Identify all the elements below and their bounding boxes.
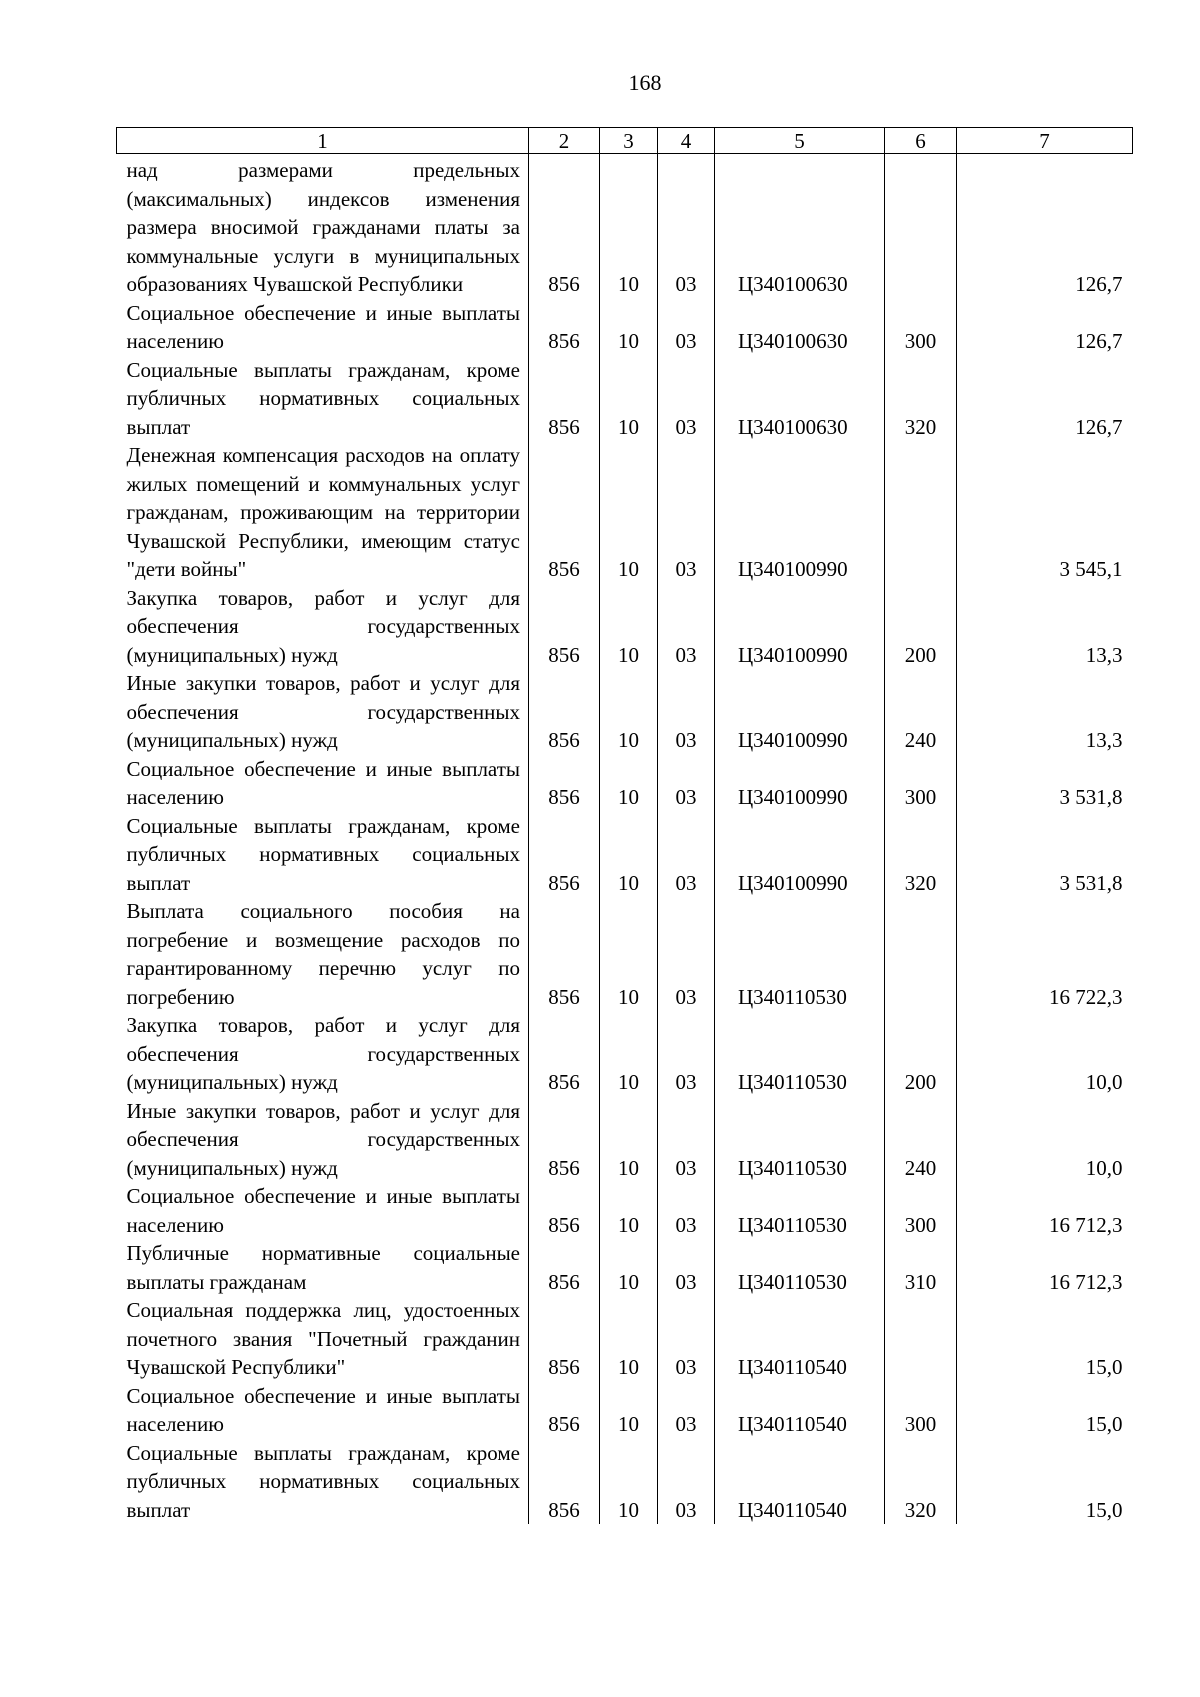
row-description: Социальное обеспечение и иные выплаты населению xyxy=(117,1182,529,1239)
page-number: 168 xyxy=(628,70,662,95)
row-col-3: 10 xyxy=(600,897,658,1011)
row-col-4: 03 xyxy=(658,755,715,812)
row-col-6: 300 xyxy=(885,1182,957,1239)
row-description: Закупка товаров, работ и услуг для обеспечения государственных (муниципальных) нужд xyxy=(117,584,529,670)
row-col-3: 10 xyxy=(600,1296,658,1382)
row-col-2: 856 xyxy=(529,299,600,356)
row-col-3: 10 xyxy=(600,755,658,812)
header-row xyxy=(117,128,1133,154)
row-col-2: 856 xyxy=(529,1382,600,1439)
row-col-6: 320 xyxy=(885,1439,957,1525)
row-col-5: Ц340110530 xyxy=(715,1239,885,1296)
row-col-2: 856 xyxy=(529,1239,600,1296)
row-description: Выплата социального пособия на погребение и возмещение расходов по гарантированному перечню услуг по погребению xyxy=(117,897,529,1011)
row-col-2: 856 xyxy=(529,1439,600,1525)
table-header xyxy=(117,128,1133,154)
row-col-4: 03 xyxy=(658,1011,715,1097)
row-col-4: 03 xyxy=(658,584,715,670)
column-header: 1 xyxy=(117,128,529,154)
row-col-5: Ц340110540 xyxy=(715,1296,885,1382)
row-col-3: 10 xyxy=(600,1097,658,1183)
table-row xyxy=(117,299,1133,356)
row-col-6: 200 xyxy=(885,584,957,670)
row-col-3: 10 xyxy=(600,812,658,898)
table-row xyxy=(117,154,1133,299)
row-description: Социальные выплаты гражданам, кроме публичных нормативных социальных выплат xyxy=(117,356,529,442)
row-col-7: 15,0 xyxy=(1085,1412,1123,1436)
row-col-5: Ц340100990 xyxy=(715,669,885,755)
row-description: Публичные нормативные социальные выплаты гражданам xyxy=(117,1239,529,1296)
row-col-7: 126,7 xyxy=(1075,414,1123,439)
row-description: Денежная компенсация расходов на оплату жилых помещений и коммунальных услуг гражданам, проживающим на территории Чувашской Республики, имеющим статус "дети войны" xyxy=(117,441,529,584)
row-col-5: Ц340100630 xyxy=(715,356,885,442)
row-col-5: Ц340100630 xyxy=(715,299,885,356)
row-description: Социальное обеспечение и иные выплаты населению xyxy=(117,1382,529,1439)
row-col-4: 03 xyxy=(658,441,715,584)
table-row xyxy=(117,755,1133,812)
table-row xyxy=(117,1239,1133,1296)
row-col-7: 3 531,8 xyxy=(1059,785,1123,809)
row-col-2: 856 xyxy=(529,812,600,898)
row-col-6: 310 xyxy=(885,1239,957,1296)
column-header: 7 xyxy=(957,128,1133,154)
row-col-6: 320 xyxy=(885,812,957,898)
column-header: 5 xyxy=(715,128,885,154)
row-description: Социальная поддержка лиц, удостоенных почетного звания "Почетный гражданин Чувашской Республики" xyxy=(117,1296,529,1382)
row-col-3: 10 xyxy=(600,154,658,299)
row-col-7: 10,0 xyxy=(1085,1070,1123,1094)
row-col-6: 300 xyxy=(885,1382,957,1439)
column-header: 6 xyxy=(885,128,957,154)
row-col-5: Ц340110540 xyxy=(715,1439,885,1525)
table-row xyxy=(117,584,1133,670)
table-row xyxy=(117,1439,1133,1525)
row-col-6: 200 xyxy=(885,1011,957,1097)
row-col-5: Ц340100990 xyxy=(715,755,885,812)
row-col-2: 856 xyxy=(529,1182,600,1239)
column-header: 3 xyxy=(600,128,658,154)
row-col-2: 856 xyxy=(529,441,600,584)
row-col-7: 16 712,3 xyxy=(1049,1269,1123,1294)
table-row xyxy=(117,441,1133,584)
row-col-5: Ц340110540 xyxy=(715,1382,885,1439)
row-col-3: 10 xyxy=(600,356,658,442)
row-col-4: 03 xyxy=(658,1439,715,1525)
row-col-6 xyxy=(885,897,957,1011)
row-col-6 xyxy=(885,1296,957,1382)
row-col-2: 856 xyxy=(529,669,600,755)
row-col-3: 10 xyxy=(600,299,658,356)
row-col-7: 15,0 xyxy=(1085,1355,1123,1379)
row-col-6: 240 xyxy=(885,669,957,755)
row-col-2: 856 xyxy=(529,1296,600,1382)
row-col-2: 856 xyxy=(529,154,600,299)
row-description: Социальное обеспечение и иные выплаты населению xyxy=(117,755,529,812)
row-col-4: 03 xyxy=(658,1097,715,1183)
row-description: Иные закупки товаров, работ и услуг для обеспечения государственных (муниципальных) нужд xyxy=(117,1097,529,1183)
row-col-7: 16 722,3 xyxy=(1049,984,1123,1009)
row-col-3: 10 xyxy=(600,1239,658,1296)
row-col-2: 856 xyxy=(529,897,600,1011)
table-body xyxy=(117,154,1133,1525)
table-row xyxy=(117,1182,1133,1239)
table-row xyxy=(117,1382,1133,1439)
column-header: 4 xyxy=(658,128,715,154)
row-col-3: 10 xyxy=(600,1011,658,1097)
row-col-4: 03 xyxy=(658,897,715,1011)
budget-table xyxy=(116,127,1133,1524)
row-col-3: 10 xyxy=(600,669,658,755)
row-description: Иные закупки товаров, работ и услуг для обеспечения государственных (муниципальных) нужд xyxy=(117,669,529,755)
row-col-4: 03 xyxy=(658,1382,715,1439)
row-col-6 xyxy=(885,441,957,584)
row-col-5: Ц340110530 xyxy=(715,1182,885,1239)
table-row xyxy=(117,812,1133,898)
row-col-7: 126,7 xyxy=(1075,272,1123,296)
row-col-5: Ц340100630 xyxy=(715,154,885,299)
table-row xyxy=(117,669,1133,755)
row-col-3: 10 xyxy=(600,441,658,584)
row-col-6: 320 xyxy=(885,356,957,442)
row-description: Закупка товаров, работ и услуг для обеспечения государственных (муниципальных) нужд xyxy=(117,1011,529,1097)
row-col-2: 856 xyxy=(529,356,600,442)
table-row xyxy=(117,897,1133,1011)
row-col-3: 10 xyxy=(600,1382,658,1439)
row-col-7: 126,7 xyxy=(1075,329,1123,353)
row-col-4: 03 xyxy=(658,299,715,356)
table-row xyxy=(117,1296,1133,1382)
row-col-3: 10 xyxy=(600,584,658,670)
row-description: Социальные выплаты гражданам, кроме публичных нормативных социальных выплат xyxy=(117,1439,529,1525)
table-row xyxy=(117,356,1133,442)
table-row xyxy=(117,1097,1133,1183)
row-col-2: 856 xyxy=(529,1011,600,1097)
row-col-4: 03 xyxy=(658,1182,715,1239)
row-col-6: 300 xyxy=(885,755,957,812)
row-description: Социальные выплаты гражданам, кроме публичных нормативных социальных выплат xyxy=(117,812,529,898)
row-col-3: 10 xyxy=(600,1439,658,1525)
row-col-5: Ц340110530 xyxy=(715,897,885,1011)
row-col-4: 03 xyxy=(658,356,715,442)
row-col-5: Ц340100990 xyxy=(715,584,885,670)
row-col-5: Ц340110530 xyxy=(715,1097,885,1183)
row-col-4: 03 xyxy=(658,1239,715,1296)
row-col-5: Ц340100990 xyxy=(715,812,885,898)
row-col-5: Ц340100990 xyxy=(715,441,885,584)
row-col-5: Ц340110530 xyxy=(715,1011,885,1097)
row-col-6: 300 xyxy=(885,299,957,356)
row-col-3: 10 xyxy=(600,1182,658,1239)
row-col-4: 03 xyxy=(658,812,715,898)
row-col-6 xyxy=(885,154,957,299)
row-col-7: 10,0 xyxy=(1085,1155,1123,1180)
row-col-2: 856 xyxy=(529,755,600,812)
row-col-6: 240 xyxy=(885,1097,957,1183)
row-col-7: 16 712,3 xyxy=(1049,1212,1123,1237)
row-col-2: 856 xyxy=(529,584,600,670)
row-description: над размерами предельных (максимальных) индексов изменения размера вносимой гражданами платы за коммунальные услуги в муниципальных образованиях Чувашской Республики xyxy=(117,154,529,299)
row-col-2: 856 xyxy=(529,1097,600,1183)
column-header: 2 xyxy=(529,128,600,154)
row-col-7: 13,3 xyxy=(1085,642,1123,667)
row-col-4: 03 xyxy=(658,669,715,755)
row-col-7: 3 531,8 xyxy=(1059,870,1123,895)
row-col-7: 15,0 xyxy=(1085,1497,1123,1522)
row-col-7: 3 545,1 xyxy=(1059,557,1123,581)
row-description: Социальное обеспечение и иные выплаты населению xyxy=(117,299,529,356)
row-col-4: 03 xyxy=(658,154,715,299)
row-col-4: 03 xyxy=(658,1296,715,1382)
table-row xyxy=(117,1011,1133,1097)
row-col-7: 13,3 xyxy=(1085,728,1123,752)
